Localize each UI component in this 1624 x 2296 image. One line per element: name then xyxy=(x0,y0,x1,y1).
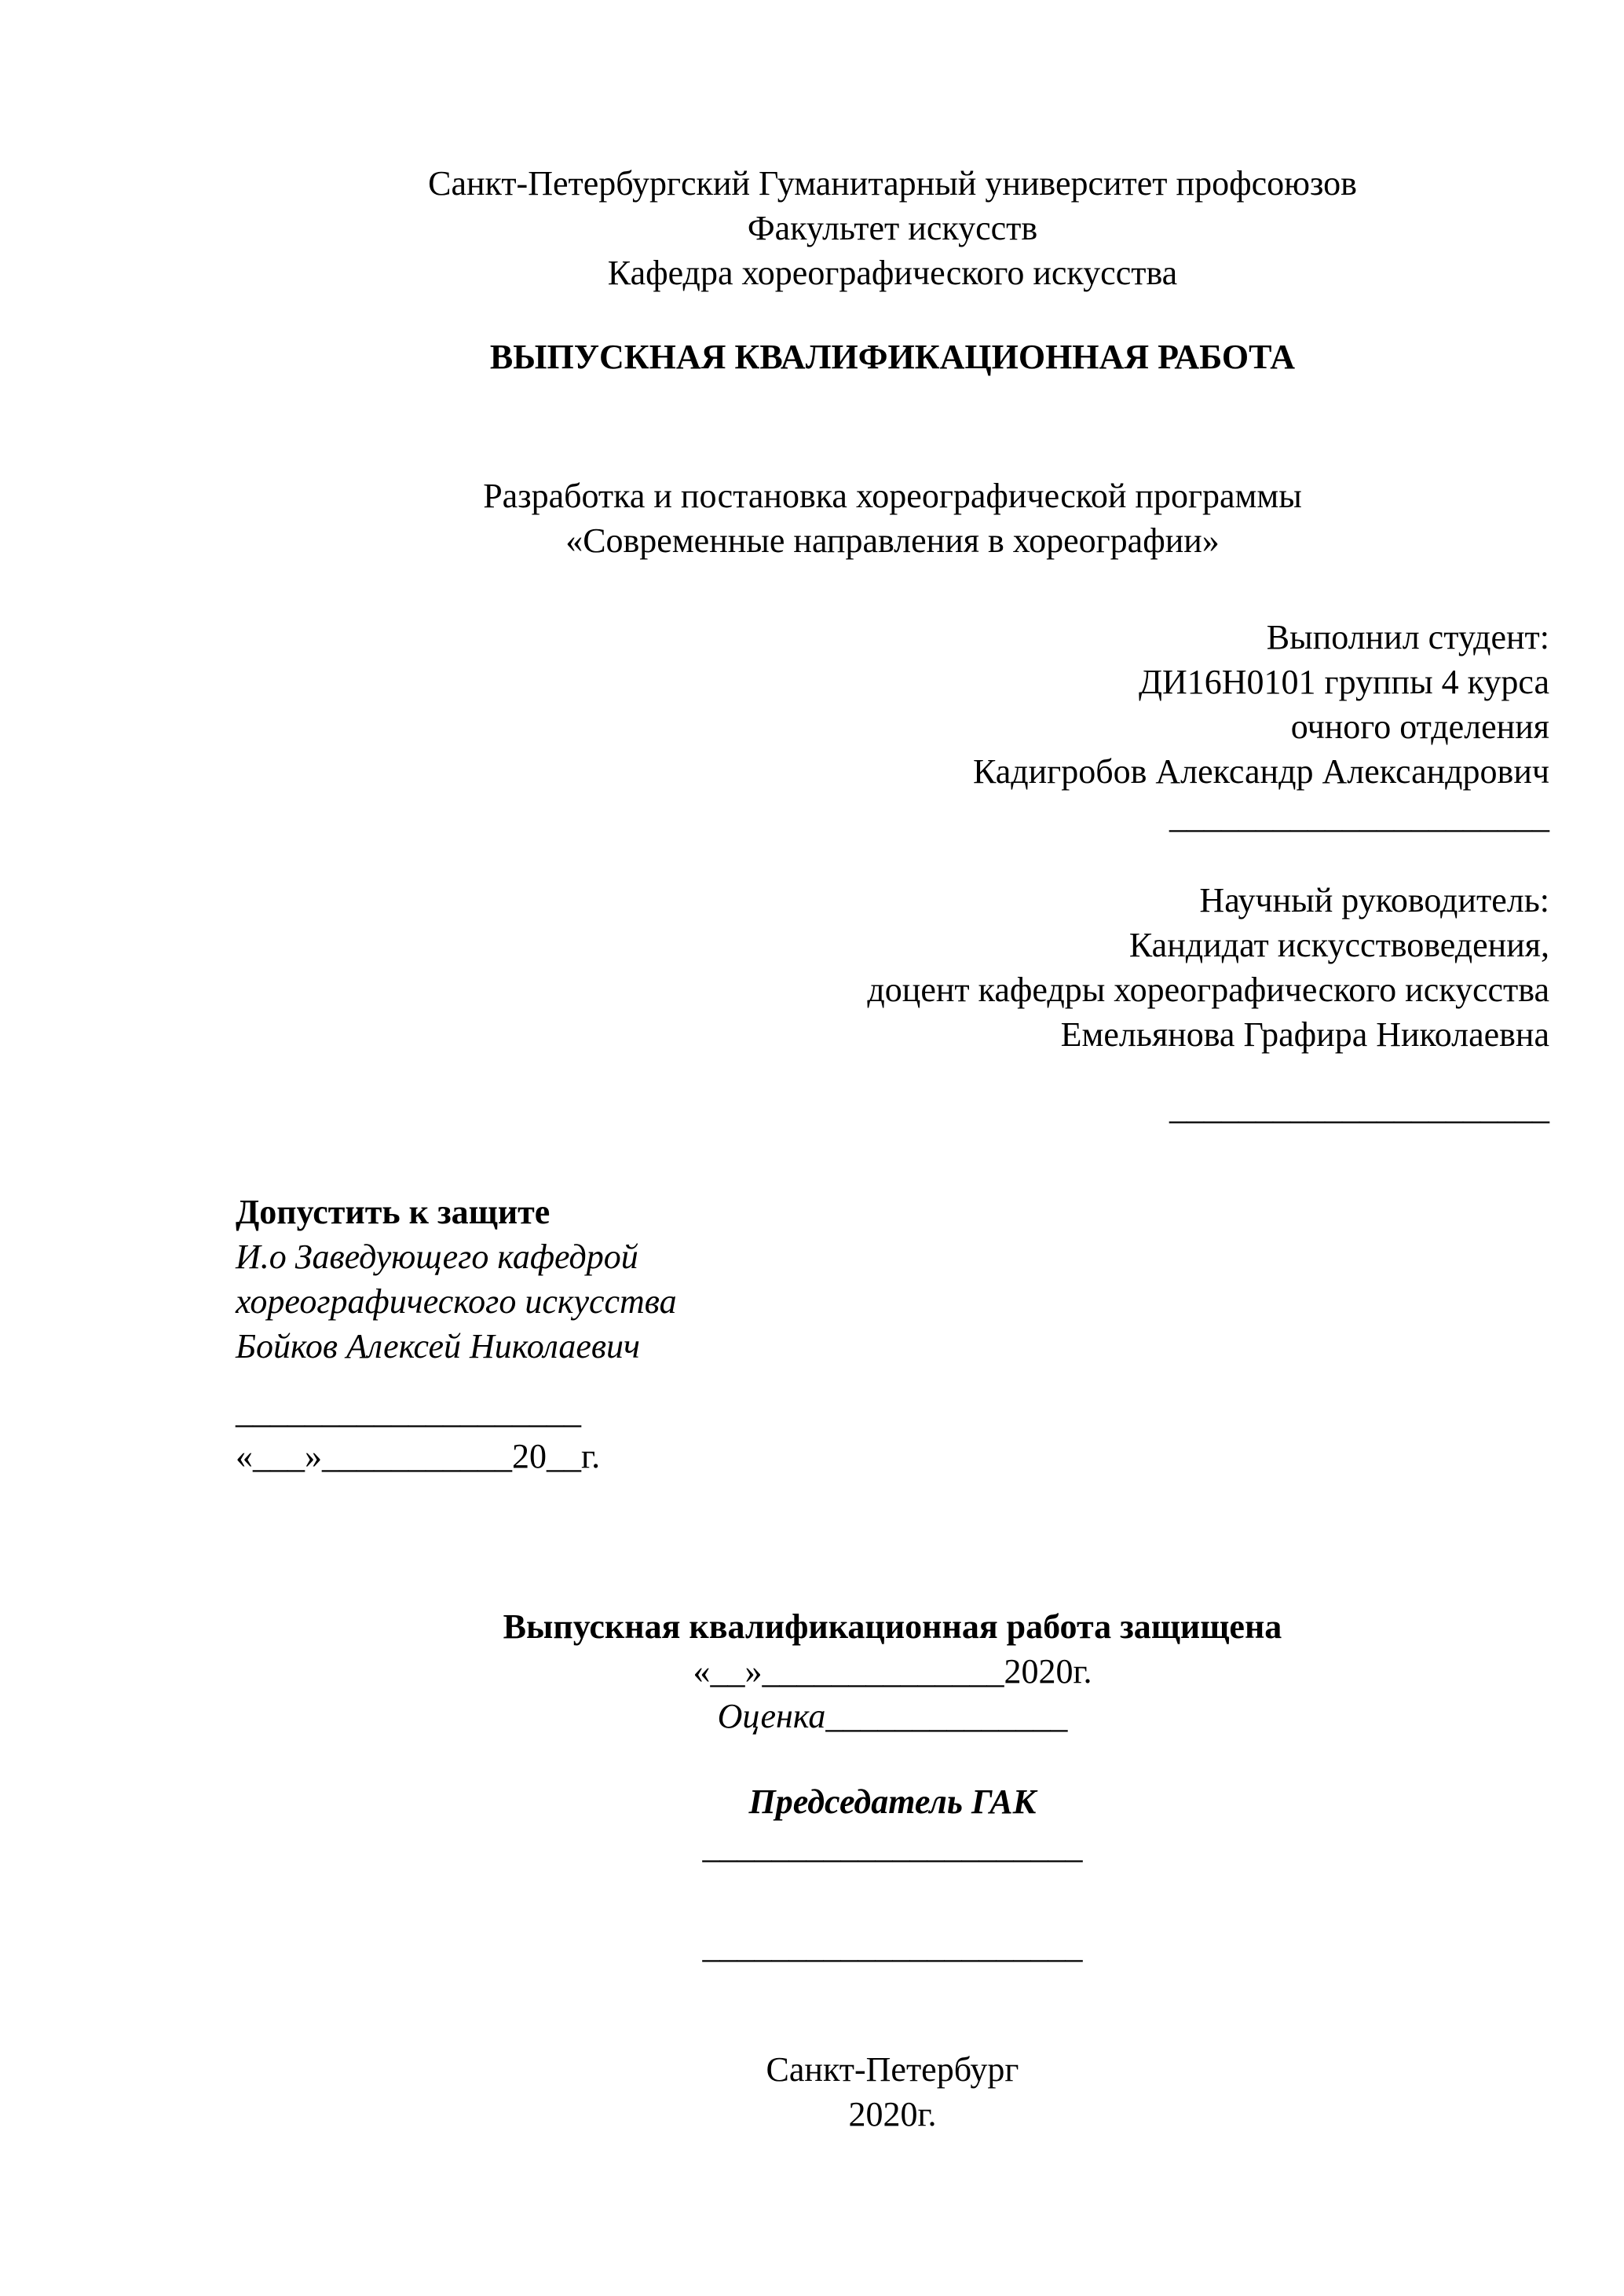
supervisor-position: доцент кафедры хореографического искусства xyxy=(867,971,1549,1009)
header-block xyxy=(236,161,1549,295)
footer-city: Санкт-Петербург xyxy=(766,2050,1019,2089)
footer-block xyxy=(236,2047,1549,2137)
chairman-signature-line-2: ______________________ xyxy=(702,1927,1083,1965)
student-name: Кадигробов Александр Александрович xyxy=(972,752,1549,791)
defense-grade-line xyxy=(236,1694,1549,1738)
student-label: Выполнил студент: xyxy=(1266,618,1549,656)
admission-role-line-2: хореографического искусства xyxy=(236,1282,677,1321)
admission-name: Бойков Алексей Николаевич xyxy=(236,1327,640,1366)
defense-grade-blank: ______________ xyxy=(825,1697,1068,1735)
chairman-label: Председатель ГАК xyxy=(748,1782,1037,1821)
admission-title: Допустить к защите xyxy=(236,1193,550,1231)
student-signature-line: ______________________ xyxy=(1169,797,1549,835)
student-group: ДИ16Н0101 группы 4 курса xyxy=(1138,663,1549,701)
admission-signature-line: ____________________ xyxy=(236,1392,581,1431)
supervisor-name: Емельянова Графира Николаевна xyxy=(1060,1015,1549,1054)
student-block xyxy=(236,615,1549,839)
supervisor-signature-line: ______________________ xyxy=(1169,1088,1549,1127)
admission-date-line: «___»___________20__г. xyxy=(236,1437,601,1475)
topic-block xyxy=(236,473,1549,563)
department-name: Кафедра хореографического искусства xyxy=(607,254,1178,292)
defense-grade-label: Оценка xyxy=(717,1697,826,1735)
admission-block xyxy=(236,1190,1549,1479)
supervisor-block xyxy=(236,878,1549,1130)
university-name: Санкт-Петербургский Гуманитарный университет профсоюзов xyxy=(428,164,1357,203)
faculty-name: Факультет искусств xyxy=(747,209,1038,247)
defense-date-line: «__»______________2020г. xyxy=(693,1652,1092,1691)
admission-role-line-1: И.о Заведующего кафедрой xyxy=(236,1238,638,1276)
student-study-form: очного отделения xyxy=(1290,707,1549,746)
topic-line-2: «Современные направления в хореографии» xyxy=(565,521,1220,560)
supervisor-label: Научный руководитель: xyxy=(1199,881,1549,919)
topic-line-1: Разработка и постановка хореографической программы xyxy=(483,477,1302,515)
supervisor-degree: Кандидат искусствоведения, xyxy=(1128,926,1549,964)
footer-year: 2020г. xyxy=(848,2095,937,2133)
defense-block xyxy=(236,1604,1549,1969)
chairman-signature-line-1: ______________________ xyxy=(702,1827,1083,1866)
defense-title: Выпускная квалификационная работа защищена xyxy=(503,1607,1282,1646)
work-type-title: ВЫПУСКНАЯ КВАЛИФИКАЦИОННАЯ РАБОТА xyxy=(489,338,1296,376)
